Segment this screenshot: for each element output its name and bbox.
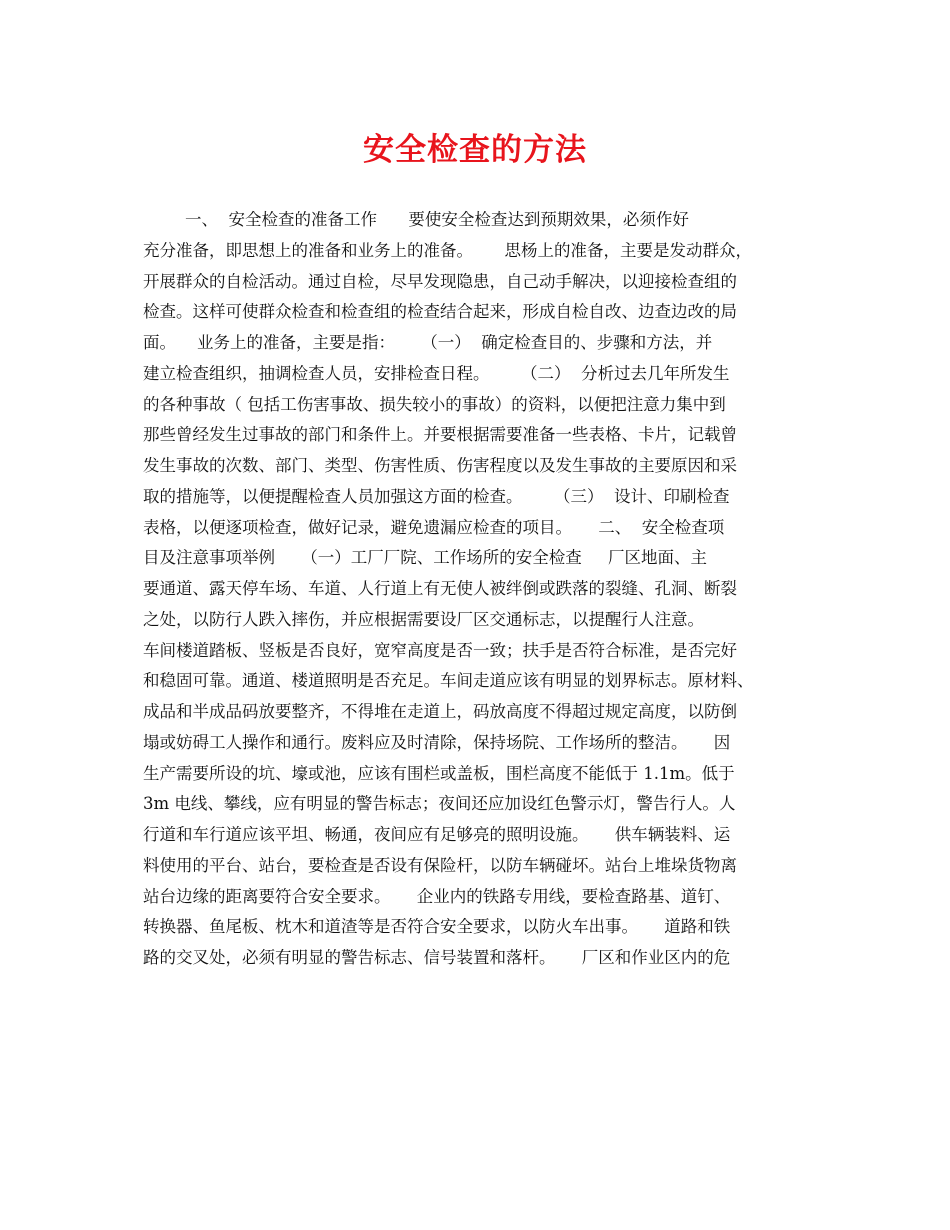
body-line: 生产需要所设的坑、壕或池，应该有围栏或盖板，围栏高度不能低于 1.1m。低于: [143, 763, 735, 783]
body-line: 转换器、鱼尾板、枕木和道渣等是否符合安全要求，以防火车出事。 道路和铁: [143, 917, 731, 937]
body-line: 取的措施等，以便提醒检查人员加强这方面的检查。 （三） 设计、印刷检查: [143, 486, 730, 506]
body-line: 面。 业务上的准备，主要是指： （一） 确定检查目的、步骤和方法，并: [143, 333, 713, 352]
document-title: 安全检查的方法: [363, 132, 587, 168]
body-line: 站台边缘的距离要符合安全要求。 企业内的铁路专用线，要检查路基、道钉、: [143, 886, 731, 906]
body-line: 发生事故的次数、部门、类型、伤害性质、伤害程度以及发生事故的主要原因和采: [143, 456, 737, 475]
body-line: 建立检查组织，抽调检查人员，安排检查日程。 （二） 分析过去几年所发生: [143, 363, 730, 383]
body-line: 要通道、露天停车场、车道、人行道上有无使人被绊倒或跌落的裂缝、孔洞、断裂: [143, 579, 737, 598]
body-line: 路的交叉处，必须有明显的警告标志、信号装置和落杆。 厂区和作业区内的危: [143, 948, 731, 967]
body-line: 之处，以防行人跌入摔伤，并应根据需要设厂区交通标志，以提醒行人注意。: [143, 609, 704, 629]
body-line: 表格，以便逐项检查，做好记录，避免遗漏应检查的项目。 二、 安全检查项: [143, 517, 725, 537]
body-line: 料使用的平台、站台，要检查是否设有保险杆，以防车辆碰坏。站台上堆垛货物离: [143, 855, 737, 875]
body-line: 和稳固可靠。通道、楼道照明是否充足。车间走道应该有明显的划界标志。原材料、: [143, 671, 754, 691]
body-line: 3m 电线、攀线，应有明显的警告标志；夜间还应加设红色警示灯，警告行人。人: [143, 794, 736, 814]
body-line: 开展群众的自检活动。通过自检，尽早发现隐患，自己动手解决，以迎接检查组的: [143, 271, 737, 291]
body-line: 目及注意事项举例 （一）工厂厂院、工作场所的安全检查 厂区地面、主: [143, 548, 707, 568]
body-line: 成品和半成品码放要整齐，不得堆在走道上，码放高度不得超过规定高度，以防倒: [143, 702, 737, 721]
document-body: [143, 205, 813, 974]
body-line: 车间楼道踏板、竖板是否良好，宽窄高度是否一致；扶手是否符合标准，是否完好: [143, 640, 737, 660]
body-line: 行道和车行道应该平坦、畅通，夜间应有足够亮的照明设施。 供车辆装料、运: [143, 825, 731, 844]
body-line: 充分准备，即思想上的准备和业务上的准备。 思杨上的准备，主要是发动群众，: [143, 240, 752, 260]
body-line: 一、 安全检查的准备工作 要使安全检查达到预期效果，必须作好: [143, 210, 689, 229]
body-line: 那些曾经发生过事故的部门和条件上。并要根据需要准备一些表格、卡片，记载曾: [143, 425, 737, 445]
body-line: 检查。这样可使群众检查和检查组的检查结合起来，形成自检自改、边查边改的局: [143, 302, 737, 322]
body-line: 的各种事故（ 包括工伤害事故、损失较小的事故）的资料，以便把注意力集中到: [143, 394, 726, 414]
body-line: 塌或妨碍工人操作和通行。废料应及时清除，保持场院、工作场所的整洁。 因: [143, 732, 731, 752]
